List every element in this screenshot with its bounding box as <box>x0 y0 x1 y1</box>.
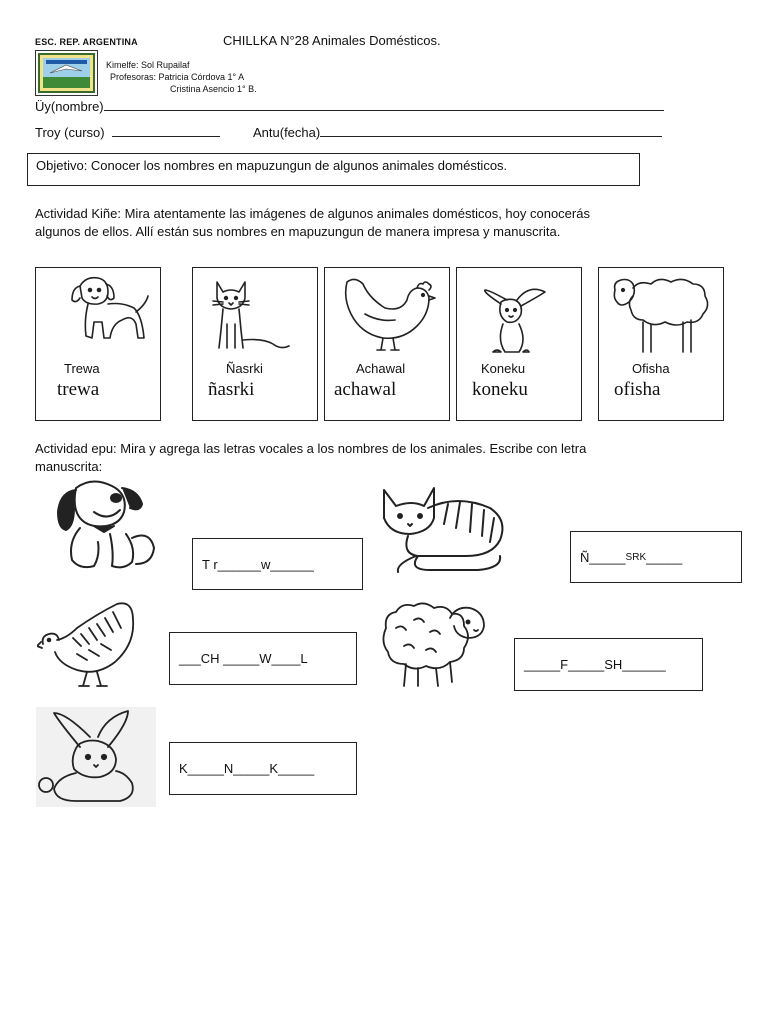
school-logo <box>35 50 98 96</box>
printed-name-koneku: Koneku <box>481 361 526 376</box>
dog-icon <box>36 268 160 358</box>
script-name-koneku: koneku <box>472 379 528 400</box>
name-label: Üy(nombre) <box>35 99 104 114</box>
course-label: Troy (curso) <box>35 125 105 140</box>
printed-name-achawal: Achawal <box>356 361 406 376</box>
answer-box-nasrki[interactable] <box>570 531 742 583</box>
hen-sketch-icon <box>37 598 137 690</box>
activity-two-line2: manuscrita: <box>35 459 103 474</box>
activity-one-line2: algunos de ellos. Allí están sus nombres en mapuzungun de manera impresa y manuscrita. <box>35 224 561 239</box>
activity-one-instructions <box>35 205 745 241</box>
hen-icon <box>325 268 449 358</box>
card-nasrki <box>192 267 318 421</box>
script-name-achawal: achawal <box>334 379 397 400</box>
name-line[interactable] <box>104 98 664 111</box>
card-trewa <box>35 267 161 421</box>
answer-box-trewa[interactable] <box>192 538 363 590</box>
school-name: ESC. REP. ARGENTINA <box>35 37 138 47</box>
striped-cat-icon <box>378 484 514 576</box>
printed-name-nasrki: Ñasrki <box>226 361 263 376</box>
card-achawal <box>324 267 450 421</box>
date-field[interactable] <box>253 124 662 140</box>
answer-text-trewa: T r______w______ <box>202 556 314 572</box>
puppy-icon <box>50 478 162 572</box>
cat-icon <box>193 268 317 358</box>
activity-two-line1: Actividad epu: Mira y agrega las letras vocales a los nombres de los animales. Escribe con letra <box>35 441 587 456</box>
activity-one-line1: Actividad Kiñe: Mira atentamente las imágenes de algunos animales domésticos, hoy conocerás <box>35 206 590 221</box>
bunny-icon <box>36 707 156 807</box>
answer-text-nasrki-part1: Ñ_____ <box>580 549 626 565</box>
printed-name-trewa: Trewa <box>64 361 100 376</box>
course-line[interactable] <box>112 124 220 137</box>
answer-text-koneku: K_____N_____K_____ <box>179 761 315 776</box>
rabbit-icon <box>457 268 581 358</box>
objective-text: Objetivo: Conocer los nombres en mapuzungun de algunos animales domésticos. <box>36 158 508 173</box>
fluffy-sheep-icon <box>380 598 488 690</box>
answer-text-nasrki-part3: _____ <box>646 549 683 565</box>
date-line[interactable] <box>320 124 662 137</box>
answer-box-achawal[interactable] <box>169 632 357 685</box>
script-name-ofisha: ofisha <box>614 379 661 400</box>
rabbit-photo <box>36 707 156 807</box>
card-koneku <box>456 267 582 421</box>
answer-box-koneku[interactable] <box>169 742 357 795</box>
course-field[interactable] <box>35 124 220 140</box>
card-ofisha <box>598 267 724 421</box>
school-emblem-icon <box>36 51 97 95</box>
name-field[interactable] <box>35 98 664 114</box>
teacher-second: Cristina Asencio 1° B. <box>170 84 257 94</box>
objective-box <box>27 153 640 186</box>
answer-text-ofisha: _____F_____SH______ <box>524 657 666 672</box>
sheep-icon <box>599 268 723 358</box>
answer-text-achawal: ___CH _____W____L <box>179 651 308 666</box>
teachers-label: Profesoras: Patricia Córdova 1° A <box>110 72 245 82</box>
date-label: Antu(fecha) <box>253 125 321 140</box>
script-name-trewa: trewa <box>57 379 100 400</box>
answer-text-nasrki-part2: SRK <box>625 551 647 563</box>
answer-box-ofisha[interactable] <box>514 638 703 691</box>
script-name-nasrki: ñasrki <box>208 379 255 400</box>
printed-name-ofisha: Ofisha <box>632 361 670 376</box>
activity-two-instructions <box>35 440 745 476</box>
page-title: CHILLKA N°28 Animales Domésticos. <box>223 33 441 48</box>
teacher-kimelfe: Kimelfe: Sol Rupailaf <box>106 60 190 70</box>
